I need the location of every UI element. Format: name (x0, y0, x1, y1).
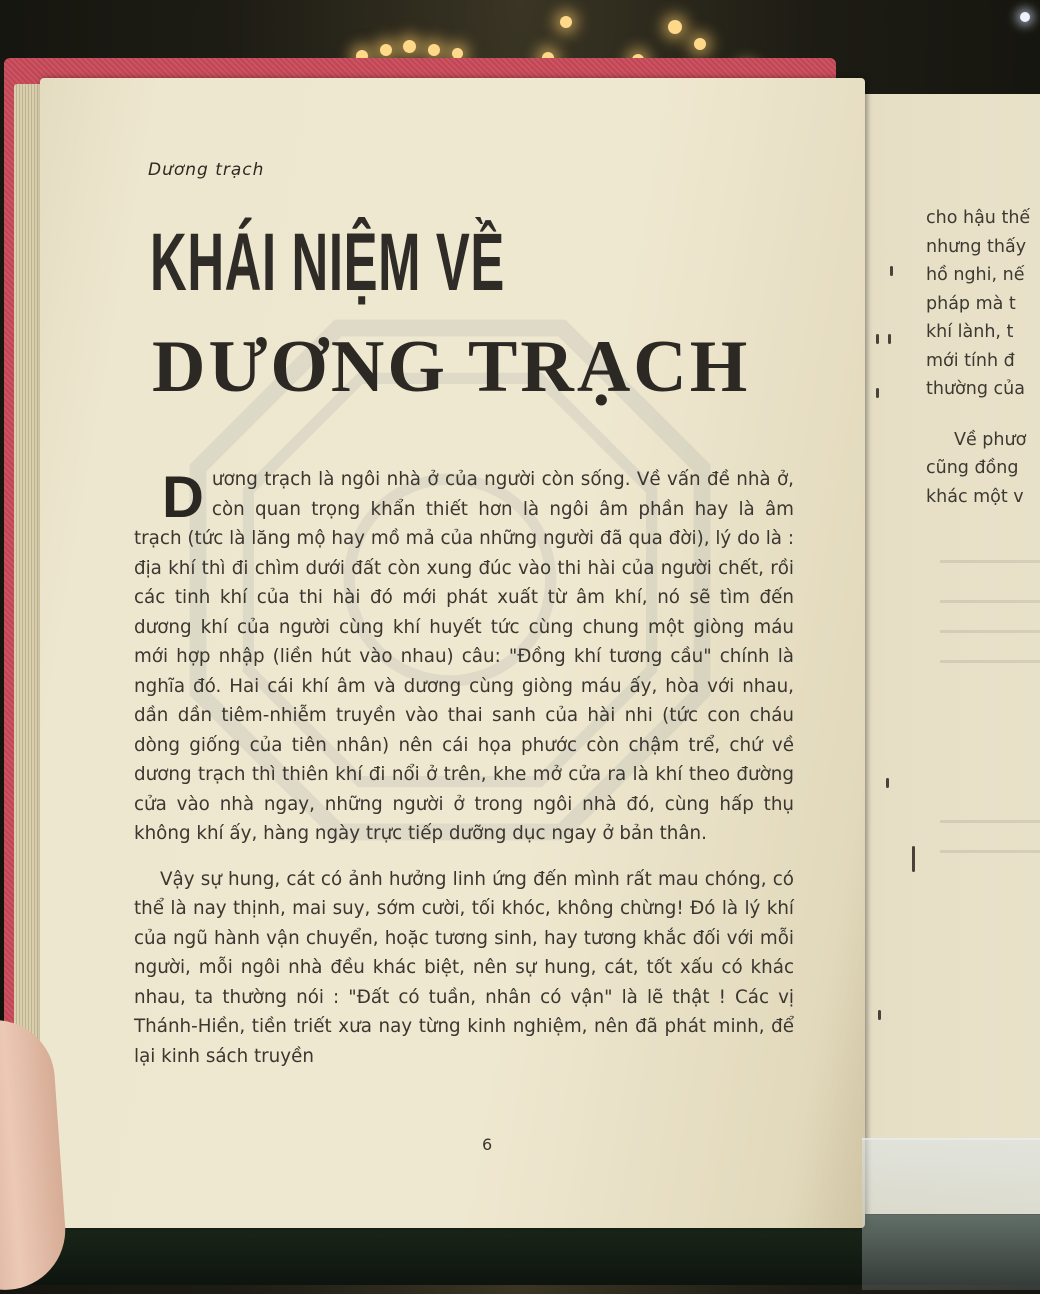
facing-line: cũng đồng (926, 458, 1019, 478)
facing-line: thường của (926, 379, 1025, 399)
facing-line: Về phươ (954, 429, 1027, 450)
running-head: Dương trạch (148, 160, 265, 180)
body-text (134, 465, 794, 1071)
chapter-title-line1: KHÁI NIỆM VỀ (150, 217, 505, 308)
facing-line: khác một v (926, 486, 1024, 507)
facing-line: mới tính đ (926, 350, 1015, 371)
paragraph-2: Vậy sự hung, cát có ảnh hưởng linh ứng đến mình rất mau chóng, có thể là nay thịnh, mai suy, sớm cười, tối khóc, không chừng! Đó là lý khí của ngũ hành vận chuyển, hoặc tương sinh, hay tương khắc đối với mỗi người, mỗi ngôi nhà đều khác biệt, nên sự hung, cát, tốt xấu có khác nhau, ta thường nói : "Đất có tuần, nhân có vận" là lẽ thật ! Các vị Thánh-Hiền, tiền triết xưa nay từng kinh nghiệm, nên đã phát minh, để lại kinh sách truyền (134, 868, 794, 1067)
facing-line: hồ nghi, nế (926, 265, 1025, 285)
drop-cap: D (162, 465, 204, 530)
paragraph-1 (134, 465, 794, 849)
facing-line: khí lành, t (926, 322, 1014, 342)
page-number: 6 (482, 1135, 493, 1154)
facing-line: cho hậu thế (926, 208, 1031, 228)
facing-page-text (926, 204, 1040, 511)
chapter-title-line2: DƯƠNG TRẠCH (152, 326, 751, 408)
facing-line: nhưng thấy (926, 236, 1027, 257)
facing-line: pháp mà t (926, 293, 1016, 314)
acrylic-stand (862, 1138, 1040, 1290)
paragraph-1-text: ương trạch là ngôi nhà ở của người còn sống. Về vấn đề nhà ở, còn quan trọng khẩn thiết hơn là ngôi âm phần hay là âm trạch (tức là lăng mộ hay mồ mả của những người đã qua đời), lý do là : địa khí thì đi chìm dưới đất còn xung đúc vào thi hài của người chết, rồi các tinh khí của thi hài đó mới phát xuất từ âm khí, nó sẽ tìm đến dương khí của người cùng khí huyết tức cùng chung một giòng máu mới hợp nhập (liền hút vào nhau) câu: "Đồng khí tương cầu" chính là nghĩa đó. Hai cái khí âm và dương cùng giòng máu ấy, hòa với nhau, dần dần tiêm-nhiễm truyền vào thai sanh của hài nhi (tức con cháu dòng giống của tiên nhân) nên cái họa phước còn chậm trể, chứ về dương trạch thì thiên khí đi nổi ở trên, khe mở cửa ra là khí theo đường cửa vào nhà ngay, những người ở trong ngôi nhà đó, cùng hấp thụ không khí ấy, hàng ngày trực tiếp dưỡng dục ngay ở bản thân. (134, 469, 794, 844)
